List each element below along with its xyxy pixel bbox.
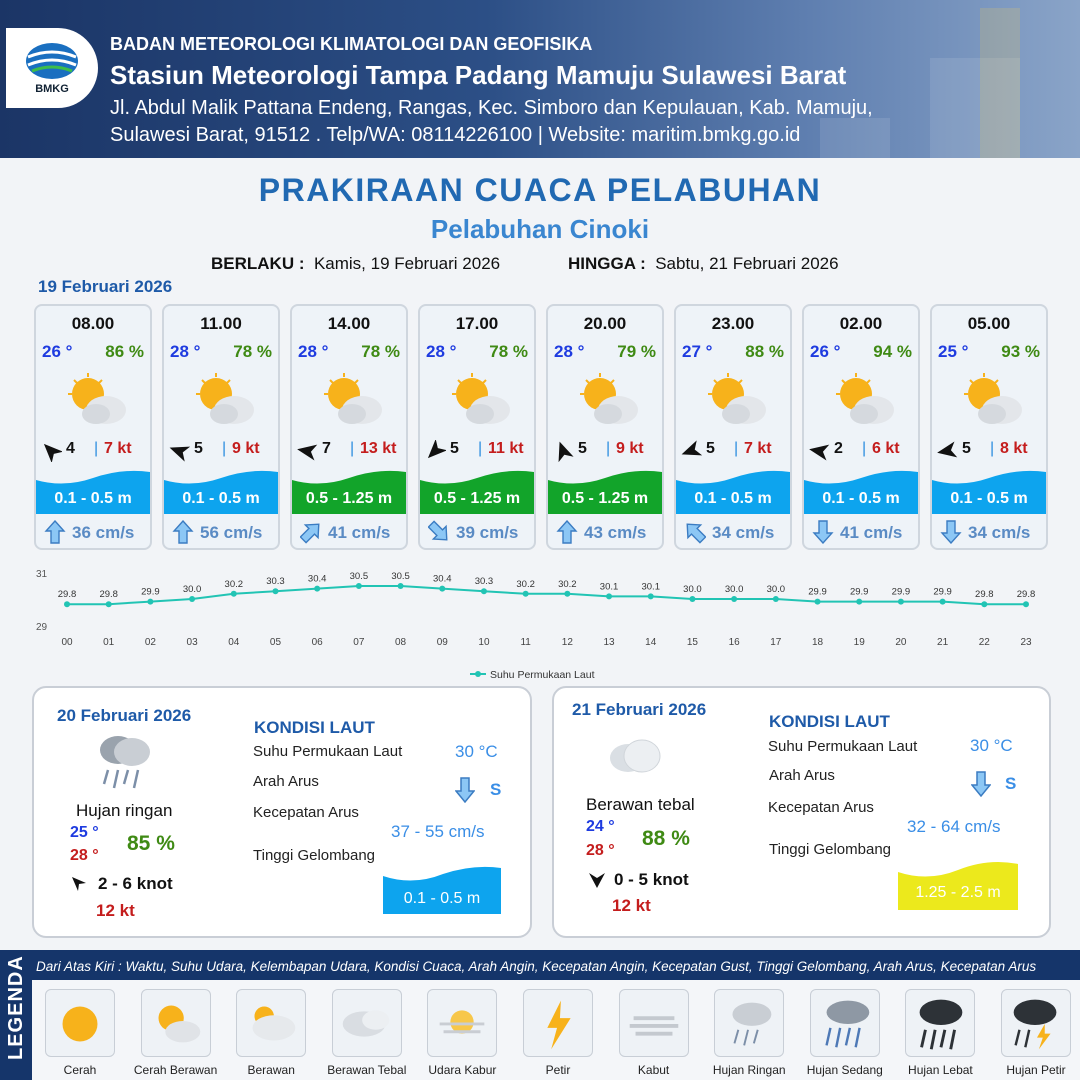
crane-graphic <box>980 8 1020 158</box>
card-time: 20.00 <box>583 314 627 333</box>
station-name: Stasiun Meteorologi Tampa Padang Mamuju Sulawesi Barat <box>110 60 847 90</box>
card-current-speed: 43 cm/s <box>584 523 647 542</box>
card-air-temp: 26 ° <box>810 342 841 361</box>
day2-wind-speed: 2 - 6 knot <box>98 874 173 893</box>
legend-item <box>332 989 402 1057</box>
day2-sea-title: KONDISI LAUT <box>254 718 375 737</box>
day3-wind-arrow-icon <box>588 871 606 889</box>
sun-icon <box>46 990 114 1056</box>
card-wind-speed: 2 <box>834 440 843 457</box>
legend-label: Suhu Permukaan Laut <box>490 669 595 681</box>
card-time: 02.00 <box>839 314 883 333</box>
sst-data-label: 30.2 <box>516 578 535 590</box>
card-wave-height: 0.1 - 0.5 m <box>182 490 260 507</box>
address-line-1: Jl. Abdul Malik Pattana Endeng, Rangas, Kec. Simboro dan Kepulauan, Kab. Mamuju, <box>110 97 873 119</box>
valid-to-label: HINGGA : <box>568 254 646 273</box>
sst-data-label: 30.5 <box>391 571 410 582</box>
card-separator: | <box>350 440 355 457</box>
legend-label: Hujan Ringan <box>712 1063 786 1077</box>
day3-temp-min: 24 ° <box>586 818 615 835</box>
day2-current-speed-label: Kecepatan Arus <box>253 804 359 821</box>
sst-point <box>689 596 695 602</box>
sst-data-label: 29.8 <box>975 589 994 601</box>
sst-point <box>940 599 946 605</box>
day2-condition: Hujan ringan <box>76 801 173 820</box>
moderate-rain-icon <box>811 990 879 1056</box>
x-tick-label: 02 <box>144 637 156 648</box>
wind-direction-icon <box>40 440 62 462</box>
forecast-card <box>802 304 920 550</box>
legend-tag-text: LEGENDA <box>5 955 27 1060</box>
sst-data-label: 29.9 <box>849 586 869 598</box>
y-tick-label: 29 <box>36 622 48 633</box>
day2-wave-value: 0.1 - 0.5 m <box>403 890 481 907</box>
sst-point <box>314 586 320 592</box>
thunderstorm-icon <box>1002 990 1070 1056</box>
current-direction-icon <box>812 520 834 544</box>
legend-item <box>619 989 689 1057</box>
partly-cloudy-icon <box>576 372 640 428</box>
sst-point <box>856 599 862 605</box>
forecast-card <box>546 304 664 550</box>
card-air-temp: 28 ° <box>554 342 585 361</box>
x-tick-label: 14 <box>645 637 657 648</box>
legend-item <box>427 989 497 1057</box>
legend-label: Cerah <box>63 1063 97 1077</box>
x-tick-label: 17 <box>770 637 782 648</box>
card-time: 17.00 <box>455 314 499 333</box>
legend-note: Dari Atas Kiri : Waktu, Suhu Udara, Kelembapan Udara, Kondisi Cuaca, Arah Angin, Kecepatan Angin, Kecepatan Gust, Tinggi Gelombang, Arah Arus, Kecepatan Arus <box>36 959 1037 974</box>
card-gust: 9 kt <box>616 440 644 457</box>
sst-point <box>272 588 278 594</box>
heavy-rain-icon <box>906 990 974 1056</box>
sst-point <box>1023 601 1029 607</box>
card-separator: | <box>734 440 739 457</box>
card-wind-speed: 5 <box>194 440 203 457</box>
sst-data-label: 29.8 <box>99 589 118 601</box>
valid-to <box>568 254 839 274</box>
card-humidity: 78 % <box>233 342 272 361</box>
sst-point <box>898 599 904 605</box>
sst-point <box>648 593 654 599</box>
sea-surface-temperature-chart <box>30 565 1055 690</box>
sst-data-label: 30.4 <box>307 573 327 585</box>
partly-cloudy-icon <box>142 990 210 1056</box>
card-current-speed: 39 cm/s <box>456 523 519 542</box>
legend-label: Kabut <box>637 1063 670 1077</box>
day2-current-speed: 37 - 55 cm/s <box>391 822 485 841</box>
current-direction-icon <box>172 520 194 544</box>
day2-sst: 30 °C <box>455 742 498 761</box>
legend-item <box>45 989 115 1057</box>
x-tick-label: 06 <box>311 637 323 648</box>
current-direction-icon <box>940 520 962 544</box>
sst-point <box>481 588 487 594</box>
x-tick-label: 22 <box>978 637 990 648</box>
overcast-icon <box>333 990 401 1056</box>
bmkg-globe-icon <box>24 41 80 81</box>
card-time: 11.00 <box>200 314 242 333</box>
card-wave-height: 0.5 - 1.25 m <box>305 490 393 507</box>
port-name: Pelabuhan Cinoki <box>430 214 650 244</box>
sst-data-label: 30.2 <box>558 578 577 590</box>
wind-direction-icon <box>808 440 830 462</box>
card-separator: | <box>990 440 995 457</box>
logo-text: BMKG <box>35 83 69 95</box>
forecast-card <box>162 304 280 550</box>
partly-cloudy-icon <box>704 372 768 428</box>
x-tick-label: 05 <box>269 637 282 648</box>
sst-point <box>815 599 821 605</box>
current-direction-icon <box>44 520 66 544</box>
card-current-speed: 41 cm/s <box>328 523 391 542</box>
agency-name: BADAN METEOROLOGI KLIMATOLOGI DAN GEOFISIKA <box>110 34 593 54</box>
sst-point <box>523 591 529 597</box>
legend-label: Cerah Berawan <box>133 1063 218 1077</box>
legend-label: Udara Kabur <box>428 1063 497 1077</box>
haze-icon <box>428 990 496 1056</box>
sst-line <box>67 586 1026 604</box>
light-rain-icon <box>715 990 783 1056</box>
ship-graphic <box>820 118 890 158</box>
legend-label: Hujan Lebat <box>908 1063 973 1077</box>
sst-data-label: 29.8 <box>57 589 77 601</box>
card-humidity: 94 % <box>873 342 912 361</box>
day2-wave-label: Tinggi Gelombang <box>253 847 376 864</box>
day3-wind-speed: 0 - 5 knot <box>614 870 689 889</box>
card-gust: 7 kt <box>104 440 132 457</box>
sst-data-label: 29.9 <box>891 586 911 598</box>
forecast-card <box>674 304 792 550</box>
legend-label: Petir <box>545 1063 571 1077</box>
card-time: 05.00 <box>967 314 1011 333</box>
card-air-temp: 27 ° <box>682 342 713 361</box>
x-tick-label: 10 <box>478 637 490 648</box>
bmkg-logo <box>6 28 98 108</box>
card-air-temp: 28 ° <box>298 342 329 361</box>
legend-label: Berawan <box>247 1063 295 1077</box>
sst-point <box>564 591 570 597</box>
wind-direction-icon <box>936 440 958 462</box>
legend-item <box>714 989 784 1057</box>
x-tick-label: 00 <box>61 637 73 648</box>
current-direction-icon <box>556 520 578 544</box>
light-rain-icon <box>90 728 156 794</box>
card-separator: | <box>478 440 483 457</box>
forecast-card <box>930 304 1048 550</box>
current-direction-icon <box>428 520 450 544</box>
current-direction-icon <box>684 520 706 544</box>
card-current-speed: 56 cm/s <box>200 523 263 542</box>
valid-to-value: Sabtu, 21 Februari 2026 <box>655 254 839 273</box>
sst-data-label: 30.4 <box>433 573 452 585</box>
partly-cloudy-icon <box>832 372 896 428</box>
partly-cloudy-icon <box>960 372 1024 428</box>
x-tick-label: 20 <box>895 637 907 648</box>
sst-point <box>356 583 362 589</box>
sst-point <box>731 596 737 602</box>
card-wave-height: 0.1 - 0.5 m <box>950 490 1028 507</box>
card-wave-height: 0.5 - 1.25 m <box>561 490 649 507</box>
day3-current-arrow-icon <box>971 771 991 797</box>
day3-current-dir-label: Arah Arus <box>769 767 835 784</box>
x-tick-label: 12 <box>561 637 573 648</box>
wind-direction-icon <box>424 440 446 462</box>
address-line-2: Sulawesi Barat, 91512 . Telp/WA: 08114226100 | Website: maritim.bmkg.go.id <box>110 124 801 146</box>
card-humidity: 88 % <box>745 342 784 361</box>
legend-item <box>141 989 211 1057</box>
day2-temp-max: 28 ° <box>70 847 99 864</box>
valid-from <box>211 254 500 274</box>
card-separator: | <box>94 440 99 457</box>
day3-humidity: 88 % <box>642 827 690 850</box>
card-current-speed: 41 cm/s <box>840 523 903 542</box>
x-tick-label: 09 <box>436 637 448 648</box>
card-gust: 6 kt <box>872 440 900 457</box>
card-gust: 8 kt <box>1000 440 1028 457</box>
day2-current-arrow-icon <box>455 777 475 803</box>
overcast-icon <box>606 734 664 780</box>
x-tick-label: 03 <box>186 637 198 648</box>
cloudy-icon <box>237 990 305 1056</box>
day3-condition: Berawan tebal <box>586 795 695 814</box>
sst-data-label: 30.0 <box>724 584 744 595</box>
card-time: 14.00 <box>327 314 371 333</box>
valid-from-label: BERLAKU : <box>211 254 305 273</box>
card-humidity: 93 % <box>1001 342 1040 361</box>
sst-data-label: 30.0 <box>766 584 786 595</box>
sst-point <box>147 599 153 605</box>
partly-cloudy-icon <box>64 372 128 428</box>
card-air-temp: 26 ° <box>42 342 73 361</box>
card-gust: 7 kt <box>744 440 772 457</box>
sst-data-label: 29.9 <box>141 586 160 598</box>
sst-data-label: 30.5 <box>349 571 369 582</box>
card-gust: 13 kt <box>360 440 397 457</box>
sst-data-label: 30.0 <box>683 584 702 595</box>
card-current-speed: 34 cm/s <box>712 523 775 542</box>
day3-sst: 30 °C <box>970 736 1013 755</box>
card-humidity: 78 % <box>489 342 528 361</box>
lightning-icon <box>524 990 592 1056</box>
sst-point <box>606 593 612 599</box>
sst-point <box>439 586 445 592</box>
sst-data-label: 30.0 <box>182 584 202 595</box>
x-tick-label: 11 <box>520 637 531 648</box>
day3-current-speed: 32 - 64 cm/s <box>907 817 1001 836</box>
legend-label: Hujan Sedang <box>806 1063 883 1077</box>
day3-current-speed-label: Kecepatan Arus <box>768 799 874 816</box>
card-wind-speed: 5 <box>450 440 459 457</box>
card-current-speed: 36 cm/s <box>72 523 135 542</box>
legend-label: Hujan Petir <box>1006 1063 1066 1077</box>
legend-item <box>236 989 306 1057</box>
card-gust: 9 kt <box>232 440 260 457</box>
sst-point <box>231 591 237 597</box>
day3-gust: 12 kt <box>612 896 651 915</box>
x-tick-label: 07 <box>353 637 365 648</box>
sst-point <box>981 601 987 607</box>
day2-gust: 12 kt <box>96 901 135 920</box>
x-tick-label: 18 <box>811 637 824 648</box>
card-air-temp: 25 ° <box>938 342 969 361</box>
day2-temp-min: 25 ° <box>70 824 99 841</box>
card-wind-speed: 5 <box>706 440 715 457</box>
card-wave-height: 0.1 - 0.5 m <box>694 490 772 507</box>
card-separator: | <box>606 440 611 457</box>
x-tick-label: 23 <box>1020 637 1032 648</box>
card-wind-speed: 7 <box>322 440 331 457</box>
card-wave-height: 0.5 - 1.25 m <box>433 490 521 507</box>
wind-direction-icon <box>168 440 190 462</box>
day3-temp-max: 28 ° <box>586 842 615 859</box>
y-tick-label: 31 <box>36 569 48 580</box>
card-humidity: 78 % <box>361 342 400 361</box>
card-wind-speed: 5 <box>962 440 971 457</box>
card-current-speed: 34 cm/s <box>968 523 1031 542</box>
x-tick-label: 16 <box>728 637 740 648</box>
page-title: PRAKIRAAN CUACA PELABUHAN <box>258 172 822 208</box>
card-humidity: 79 % <box>617 342 656 361</box>
day3-sst-label: Suhu Permukaan Laut <box>768 738 918 755</box>
sst-data-label: 30.2 <box>224 578 244 590</box>
wind-direction-icon <box>680 440 702 462</box>
day2-date: 20 Februari 2026 <box>57 706 192 725</box>
card-air-temp: 28 ° <box>426 342 457 361</box>
sst-data-label: 29.9 <box>808 586 827 598</box>
day3-current-dir: S <box>1005 774 1017 793</box>
partly-cloudy-icon <box>448 372 512 428</box>
day3-wave-value: 1.25 - 2.5 m <box>915 884 1001 901</box>
legend-marker <box>475 671 481 677</box>
sst-point <box>398 583 404 589</box>
forecast-card <box>418 304 536 550</box>
sst-data-label: 30.1 <box>599 581 619 593</box>
day2-wind-arrow-icon <box>70 875 88 893</box>
day3-sea-title: KONDISI LAUT <box>769 712 890 731</box>
card-gust: 11 kt <box>488 440 524 457</box>
sst-data-label: 29.8 <box>1016 589 1036 601</box>
partly-cloudy-icon <box>192 372 256 428</box>
forecast-card <box>34 304 152 550</box>
card-air-temp: 28 ° <box>170 342 201 361</box>
day1-date: 19 Februari 2026 <box>38 277 173 296</box>
sst-point <box>106 601 112 607</box>
legend-item <box>1001 989 1071 1057</box>
forecast-card <box>290 304 408 550</box>
day2-sst-label: Suhu Permukaan Laut <box>253 743 403 760</box>
current-direction-icon <box>300 520 322 544</box>
partly-cloudy-icon <box>320 372 384 428</box>
card-wave-height: 0.1 - 0.5 m <box>54 490 132 507</box>
card-separator: | <box>222 440 227 457</box>
x-tick-label: 04 <box>228 637 240 648</box>
day2-current-dir: S <box>490 780 502 799</box>
x-tick-label: 15 <box>686 637 698 648</box>
day3-wave-label: Tinggi Gelombang <box>769 841 892 858</box>
card-wave-height: 0.1 - 0.5 m <box>822 490 900 507</box>
card-time: 08.00 <box>71 314 115 333</box>
valid-from-value: Kamis, 19 Februari 2026 <box>313 254 501 273</box>
card-wind-speed: 4 <box>66 440 75 457</box>
sst-data-label: 30.3 <box>266 576 285 588</box>
x-tick-label: 19 <box>853 637 865 648</box>
x-tick-label: 01 <box>103 637 115 648</box>
legend-item <box>810 989 880 1057</box>
sst-point <box>189 596 195 602</box>
sst-data-label: 30.1 <box>641 581 660 593</box>
legend-tag <box>0 950 32 1080</box>
card-humidity: 86 % <box>105 342 144 361</box>
day3-date: 21 Februari 2026 <box>572 700 707 719</box>
card-separator: | <box>862 440 867 457</box>
sst-point <box>64 601 70 607</box>
wind-direction-icon <box>552 440 574 462</box>
legend-item <box>905 989 975 1057</box>
sst-data-label: 30.3 <box>474 576 494 588</box>
sst-data-label: 29.9 <box>933 586 952 598</box>
wind-direction-icon <box>296 440 318 462</box>
legend-label: Berawan Tebal <box>327 1063 407 1077</box>
legend-item <box>523 989 593 1057</box>
day2-humidity: 85 % <box>127 832 175 855</box>
card-time: 23.00 <box>711 314 755 333</box>
fog-icon <box>620 990 688 1056</box>
x-tick-label: 08 <box>395 637 407 648</box>
x-tick-label: 13 <box>603 637 615 648</box>
sst-point <box>773 596 779 602</box>
day2-current-dir-label: Arah Arus <box>253 773 319 790</box>
card-wind-speed: 5 <box>578 440 587 457</box>
x-tick-label: 21 <box>937 637 949 648</box>
